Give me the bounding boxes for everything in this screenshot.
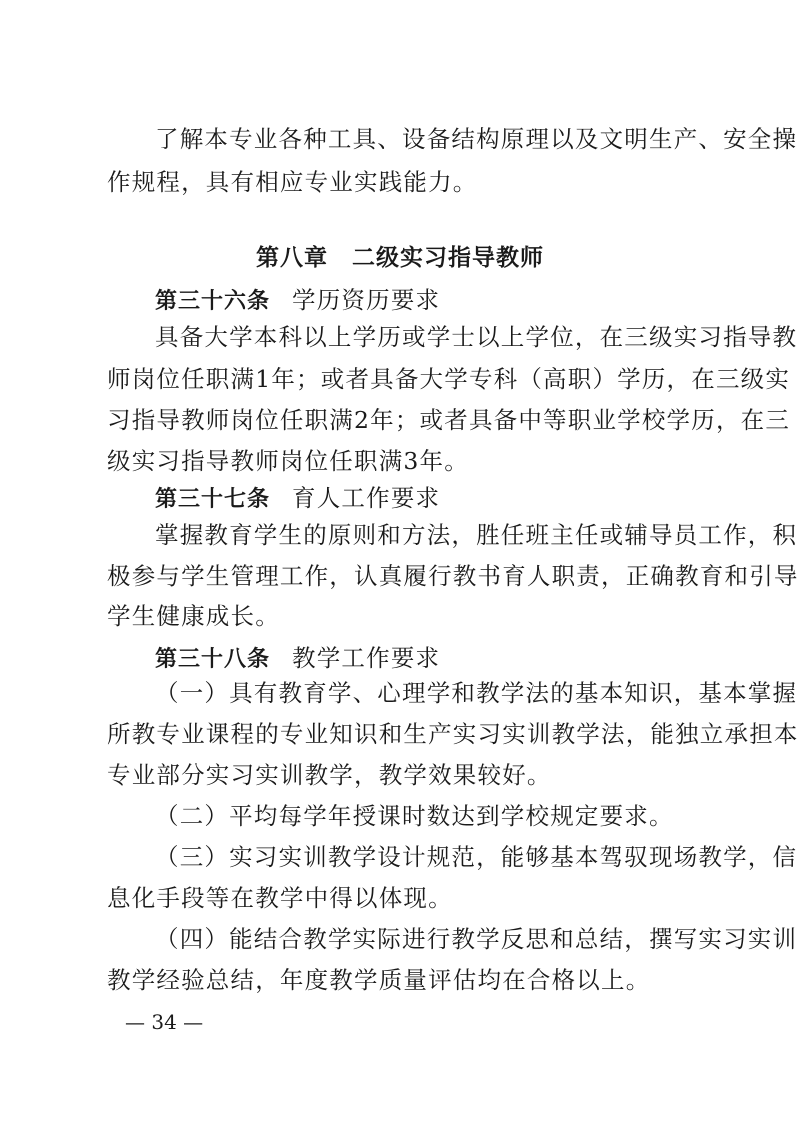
page-number: — 34 — [125,1010,204,1034]
list-item-line: （三）实习实训教学设计规范，能够基本驾驭现场教学，信 [155,843,798,871]
article-number: 第三十七条 [155,487,271,512]
paragraph-line: 习指导教师岗位任职满2年；或者具备中等职业学校学历，在三 [107,406,791,434]
article-title: 学历资历要求 [292,286,441,314]
article-title: 教学工作要求 [292,644,441,672]
article-heading [155,285,440,317]
list-item-line: （一）具有教育学、心理学和教学法的基本知识，基本掌握 [155,679,798,707]
article-number: 第三十八条 [155,647,271,672]
paragraph-line: 极参与学生管理工作，认真履行教书育人职责，正确教育和引导 [107,562,799,590]
list-item-line: 专业部分实习实训教学，教学效果较好。 [107,761,552,789]
paragraph-line: 了解本专业各种工具、设备结构原理以及文明生产、安全操 [155,125,798,153]
list-item-line: （四）能结合教学实际进行教学反思和总结，撰写实习实训 [155,925,798,953]
article-heading [155,643,440,675]
list-item-line: 所教专业课程的专业知识和生产实习实训教学法，能独立承担本 [107,720,799,748]
paragraph-line: 掌握教育学生的原则和方法，胜任班主任或辅导员工作，积 [155,521,798,549]
article-heading [155,483,440,515]
paragraph-line: 学生健康成长。 [107,602,280,630]
paragraph-line: 级实习指导教师岗位任职满3年。 [107,447,469,475]
paragraph-line: 具备大学本科以上学历或学士以上学位，在三级实习指导教 [155,323,798,351]
paragraph-line: 作规程，具有相应专业实践能力。 [107,168,478,196]
list-item-line: 教学经验总结，年度教学质量评估均在合格以上。 [107,966,651,994]
article-title: 育人工作要求 [292,484,441,512]
chapter-heading: 第八章 二级实习指导教师 [256,245,544,271]
paragraph-line: 师岗位任职满1年；或者具备大学专科（高职）学历，在三级实 [107,365,791,393]
list-item-line: （二）平均每学年授课时数达到学校规定要求。 [155,802,674,830]
article-number: 第三十六条 [155,289,271,314]
list-item-line: 息化手段等在教学中得以体现。 [107,884,453,912]
